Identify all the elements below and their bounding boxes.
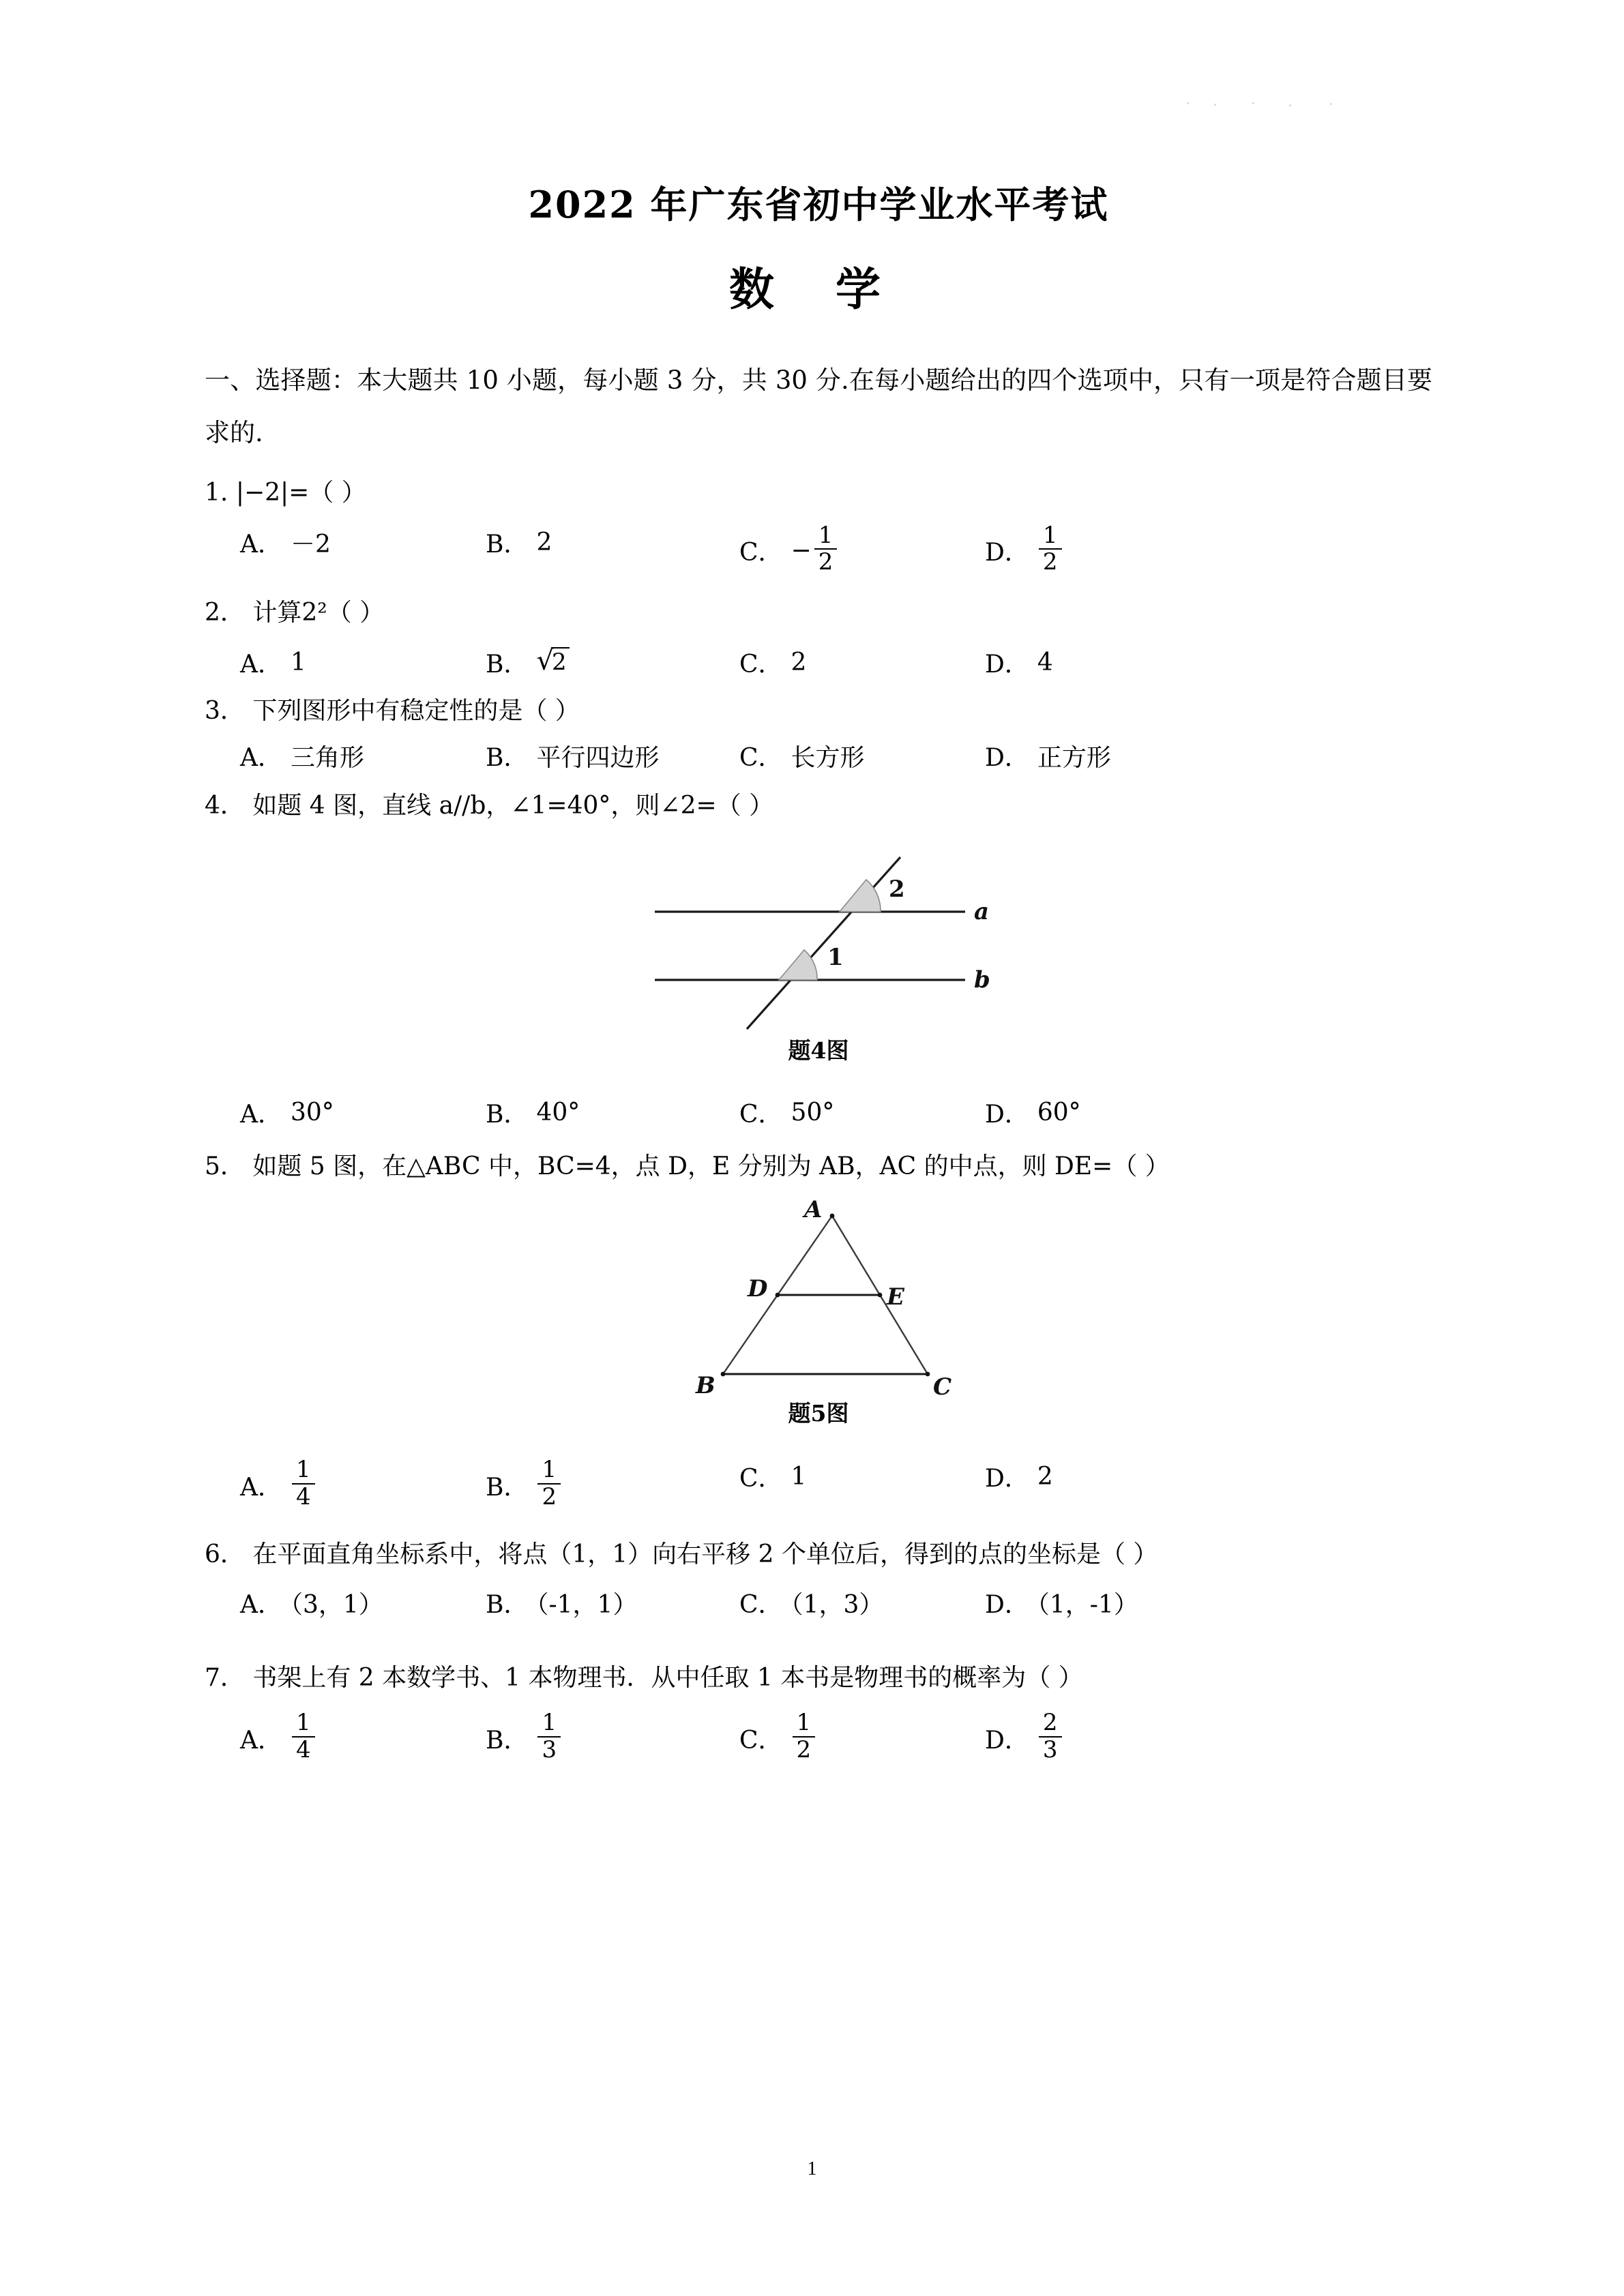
question-5-stem: 如题 5 图，在△ABC 中，BC=4，点 D，E 分别为 AB，AC 的中点，则 DE=（ ） [252, 1152, 1170, 1180]
minus-sign: − [791, 536, 812, 565]
point-e-label: E [887, 1283, 904, 1311]
question-7-stem: 书架上有 2 本数学书、1 本物理书．从中任取 1 本书是物理书的概率为（ ） [252, 1663, 1083, 1692]
question-3-stem: 下列图形中有稳定性的是（ ） [252, 696, 580, 725]
denominator: 4 [296, 1483, 311, 1511]
question-1 [205, 477, 1432, 510]
numerator: 2 [1039, 1711, 1062, 1738]
option-value: 2 [1037, 1463, 1053, 1491]
option-7-b[interactable] [486, 1709, 739, 1764]
option-3-a[interactable] [240, 739, 486, 773]
option-1-c[interactable] [739, 521, 985, 576]
question-2-number: 2． [205, 599, 245, 627]
subject-char-2: 学 [836, 262, 908, 316]
point-e-dot [878, 1293, 883, 1298]
option-value: 50° [791, 1098, 835, 1127]
question-4-stem: 如题 4 图，直线 a//b，∠1=40°，则∠2=（ ） [252, 792, 774, 820]
option-label: C． [739, 650, 783, 679]
option-label: B． [486, 530, 529, 558]
option-label: A． [240, 1473, 282, 1502]
parallel-lines-diagram [628, 830, 1009, 1034]
question-4-options [240, 1095, 1432, 1130]
fraction [1039, 1711, 1062, 1762]
option-6-c[interactable] [739, 1582, 985, 1628]
option-label: D． [985, 538, 1029, 567]
angle-1-arc [779, 950, 817, 980]
option-7-d[interactable] [985, 1709, 1203, 1764]
triangle-midsegment-diagram [628, 1195, 1009, 1400]
denominator: 4 [296, 1736, 311, 1764]
option-2-c[interactable] [739, 645, 985, 680]
question-2 [205, 597, 1432, 630]
subject-title [205, 263, 1432, 316]
option-value: 4 [1037, 648, 1053, 676]
option-value: －2 [291, 530, 331, 558]
question-2-stem: 计算2²（ ） [252, 599, 385, 627]
option-label: B． [486, 650, 529, 679]
numerator: 1 [537, 1711, 561, 1738]
option-label: C． [739, 1465, 783, 1493]
option-value: 40° [536, 1098, 580, 1127]
question-5 [205, 1150, 1432, 1184]
question-7-options [240, 1709, 1432, 1764]
option-label: D． [985, 1465, 1029, 1493]
fraction [292, 1711, 315, 1762]
numerator: 1 [292, 1711, 315, 1738]
option-value: （1，3） [791, 1591, 884, 1620]
numerator: 1 [814, 524, 838, 550]
question-6 [205, 1538, 1432, 1572]
question-5-figure [205, 1195, 1432, 1403]
subject-char-1: 数 [729, 262, 801, 316]
option-5-b[interactable] [486, 1456, 739, 1511]
question-4-figure [205, 830, 1432, 1037]
point-a-dot [830, 1214, 835, 1219]
option-value: （-1，1） [536, 1591, 638, 1620]
question-7-number: 7． [205, 1663, 245, 1692]
question-5-options [240, 1456, 1432, 1511]
question-3-number: 3． [205, 696, 245, 725]
denominator: 3 [542, 1736, 557, 1764]
option-4-d[interactable] [985, 1095, 1203, 1130]
denominator: 2 [796, 1736, 812, 1764]
option-6-b[interactable] [486, 1582, 739, 1628]
option-label: D． [985, 1591, 1029, 1620]
option-label: B． [486, 744, 529, 773]
question-4 [205, 790, 1432, 823]
option-2-d[interactable] [985, 645, 1203, 680]
option-5-a[interactable] [240, 1456, 486, 1511]
vertex-a-label: A [804, 1196, 823, 1224]
numerator: 1 [537, 1458, 561, 1485]
vertex-c-label: C [933, 1373, 952, 1401]
numerator: 1 [793, 1711, 816, 1738]
option-label: A． [240, 1726, 282, 1755]
option-4-c[interactable] [739, 1095, 985, 1130]
option-7-c[interactable] [739, 1709, 985, 1764]
option-label: C． [739, 1100, 783, 1129]
option-2-b[interactable] [486, 645, 739, 680]
question-4-number: 4． [205, 792, 245, 820]
fraction [537, 1711, 561, 1762]
question-7 [205, 1662, 1432, 1695]
fraction [1039, 521, 1062, 576]
option-label: C． [739, 744, 783, 773]
option-label: B． [486, 1591, 529, 1620]
option-value: 平行四边形 [536, 744, 660, 773]
option-1-b[interactable] [486, 525, 739, 560]
option-label: A． [240, 650, 282, 679]
option-5-d[interactable] [985, 1459, 1203, 1494]
question-6-number: 6． [205, 1540, 245, 1568]
option-value: 正方形 [1037, 744, 1111, 773]
option-label: D． [985, 650, 1029, 679]
option-6-a[interactable] [240, 1582, 486, 1628]
option-value: 1 [291, 648, 306, 676]
option-label: D． [985, 1726, 1029, 1755]
fraction [292, 1458, 315, 1509]
section-instructions: 一、选择题：本大题共 10 小题，每小题 3 分，共 30 分.在每小题给出的四个选项中，只有一项是符合题目要求的. [205, 365, 1432, 447]
option-label: B． [486, 1100, 529, 1129]
radical-sign: √ [536, 645, 554, 677]
option-2-a[interactable] [240, 645, 486, 680]
option-label: A． [240, 530, 282, 558]
question-5-figure-caption: 题5图 [788, 1400, 849, 1427]
question-1-options [240, 521, 1432, 576]
transversal-line [747, 857, 900, 1029]
point-c-dot [926, 1372, 930, 1377]
numerator: 1 [1039, 524, 1062, 550]
question-1-stem: |−2|=（ ） [235, 479, 366, 507]
option-5-c[interactable] [739, 1459, 985, 1494]
option-1-d[interactable] [985, 521, 1203, 576]
square-root [536, 647, 569, 676]
option-value: （1，-1） [1037, 1591, 1138, 1620]
question-1-number: 1. [205, 479, 228, 507]
vertex-b-label: B [696, 1372, 715, 1400]
fraction [537, 1458, 561, 1509]
question-5-number: 5． [205, 1152, 245, 1180]
question-6-options [240, 1582, 1432, 1628]
option-value: 60° [1037, 1098, 1081, 1127]
option-label: D． [985, 1100, 1029, 1129]
option-label: B． [486, 1473, 529, 1502]
page-number: 1 [807, 2158, 817, 2179]
angle-2-arc [840, 880, 881, 912]
option-3-d[interactable] [985, 739, 1203, 773]
option-3-c[interactable] [739, 739, 985, 773]
page-content [205, 0, 1432, 1764]
option-label: C． [739, 1591, 783, 1620]
option-label: B． [486, 1726, 529, 1755]
denominator: 2 [542, 1483, 557, 1511]
page-title: 2022 年广东省初中学业水平考试 [528, 183, 1109, 226]
option-label: A． [240, 1100, 282, 1129]
point-b-dot [721, 1372, 726, 1377]
question-6-stem: 在平面直角坐标系中，将点（1，1）向右平移 2 个单位后，得到的点的坐标是（ ） [252, 1540, 1158, 1568]
option-7-a[interactable] [240, 1709, 486, 1764]
option-value: 1 [791, 1463, 807, 1491]
denominator: 2 [818, 548, 833, 576]
angle-2-label: 2 [889, 875, 905, 903]
numerator: 1 [292, 1458, 315, 1485]
option-value: 三角形 [291, 744, 365, 773]
question-2-options [240, 645, 1432, 680]
option-label: A． [240, 1591, 282, 1620]
fraction [814, 521, 838, 576]
question-3-options [240, 739, 1432, 773]
fraction [793, 1711, 816, 1762]
line-b-label: b [974, 966, 990, 994]
option-3-b[interactable] [486, 739, 739, 773]
option-label: C． [739, 538, 783, 567]
denominator: 3 [1042, 1736, 1058, 1764]
option-6-d[interactable] [985, 1582, 1138, 1628]
option-label: C． [739, 1726, 783, 1755]
question-3 [205, 695, 1432, 728]
option-1-a[interactable] [240, 525, 486, 560]
denominator: 2 [1042, 548, 1058, 576]
line-a-label: a [974, 897, 990, 925]
option-label: D． [985, 744, 1029, 773]
option-value: 2 [791, 648, 807, 676]
radicand: 2 [551, 647, 570, 676]
option-value: 2 [536, 528, 552, 556]
option-label: A． [240, 744, 282, 773]
point-d-label: D [748, 1275, 768, 1303]
option-value: 30° [291, 1098, 334, 1127]
option-value: 长方形 [791, 744, 865, 773]
angle-1-label: 1 [827, 943, 844, 971]
point-d-dot [776, 1293, 780, 1298]
question-4-figure-caption: 题4图 [788, 1037, 849, 1064]
option-4-a[interactable] [240, 1095, 486, 1130]
option-4-b[interactable] [486, 1095, 739, 1130]
option-value: （3，1） [291, 1591, 383, 1620]
